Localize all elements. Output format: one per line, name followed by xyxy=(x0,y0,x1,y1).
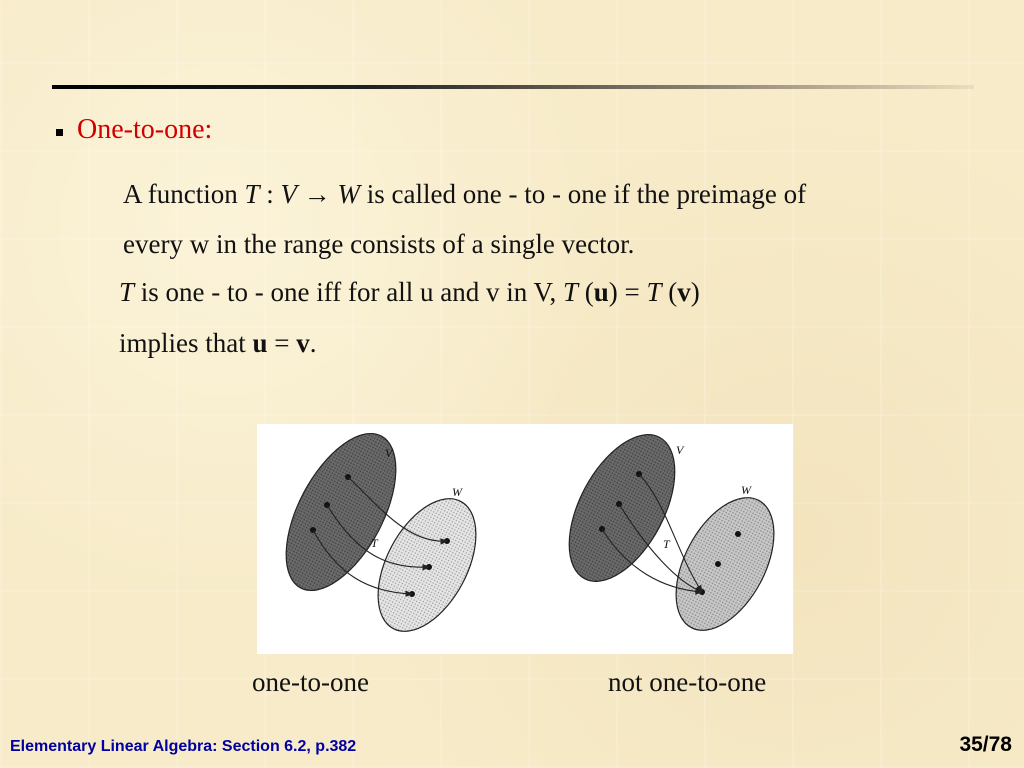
caption-not-one-to-one: not one-to-one xyxy=(608,667,767,697)
definition-line-2: every w in the range consists of a single vector. xyxy=(123,229,635,259)
page-number: 35/78 xyxy=(959,733,1012,756)
label-V-right: V xyxy=(676,443,684,457)
footer-source: Elementary Linear Algebra: Section 6.2, p.382 xyxy=(10,738,357,755)
def-arrow: → xyxy=(297,179,338,209)
vector-u: u xyxy=(593,277,609,307)
implies-u: u xyxy=(252,328,268,358)
label-V-left: V xyxy=(385,446,393,460)
Tv-close: ) xyxy=(690,277,700,307)
label-W-right: W xyxy=(741,483,751,497)
heading-row xyxy=(56,114,212,146)
label-T-right: T xyxy=(663,537,670,551)
def-symbol-W: W xyxy=(337,179,361,209)
vector-v: v xyxy=(677,277,691,307)
Tv-open: ( xyxy=(661,277,678,307)
implies-eq: = xyxy=(267,328,297,358)
definition-line-4 xyxy=(119,328,317,359)
label-W-left: W xyxy=(452,485,462,499)
definition-line-3 xyxy=(119,277,700,308)
point-right-5 xyxy=(715,561,721,567)
implies-v: v xyxy=(296,328,310,358)
Tu-open: ( xyxy=(578,277,594,307)
label-T-left: T xyxy=(371,536,378,550)
point-right-4 xyxy=(735,531,741,537)
definition-line-1 xyxy=(123,179,806,210)
def-text-rest: is called one - to - one if the preimage of xyxy=(360,179,807,209)
caption-one-to-one: one-to-one xyxy=(252,667,369,697)
implies-dot: . xyxy=(309,328,317,358)
implies-text: implies that xyxy=(119,328,253,358)
bullet-square xyxy=(56,129,63,136)
def-symbol-T: T xyxy=(244,179,260,209)
Tu-T: T xyxy=(562,277,579,307)
iff-text: is one - to - one iff for all u and v in V, xyxy=(134,277,563,307)
codomain-W-right xyxy=(656,482,793,647)
diagram-one-to-one xyxy=(264,424,497,647)
Tv-T: T xyxy=(646,277,662,307)
mapping-figure xyxy=(257,424,793,654)
iff-symbol-T: T xyxy=(119,277,135,307)
def-colon: : xyxy=(259,179,281,209)
diagram-not-one-to-one xyxy=(547,424,793,646)
def-text-a: A function xyxy=(123,179,245,209)
Tu-close: ) = xyxy=(608,277,647,307)
section-heading: One-to-one: xyxy=(77,114,213,145)
top-rule xyxy=(52,85,974,89)
domain-V-right xyxy=(547,424,696,598)
def-symbol-V: V xyxy=(280,179,298,209)
mapping-diagram xyxy=(257,424,793,654)
